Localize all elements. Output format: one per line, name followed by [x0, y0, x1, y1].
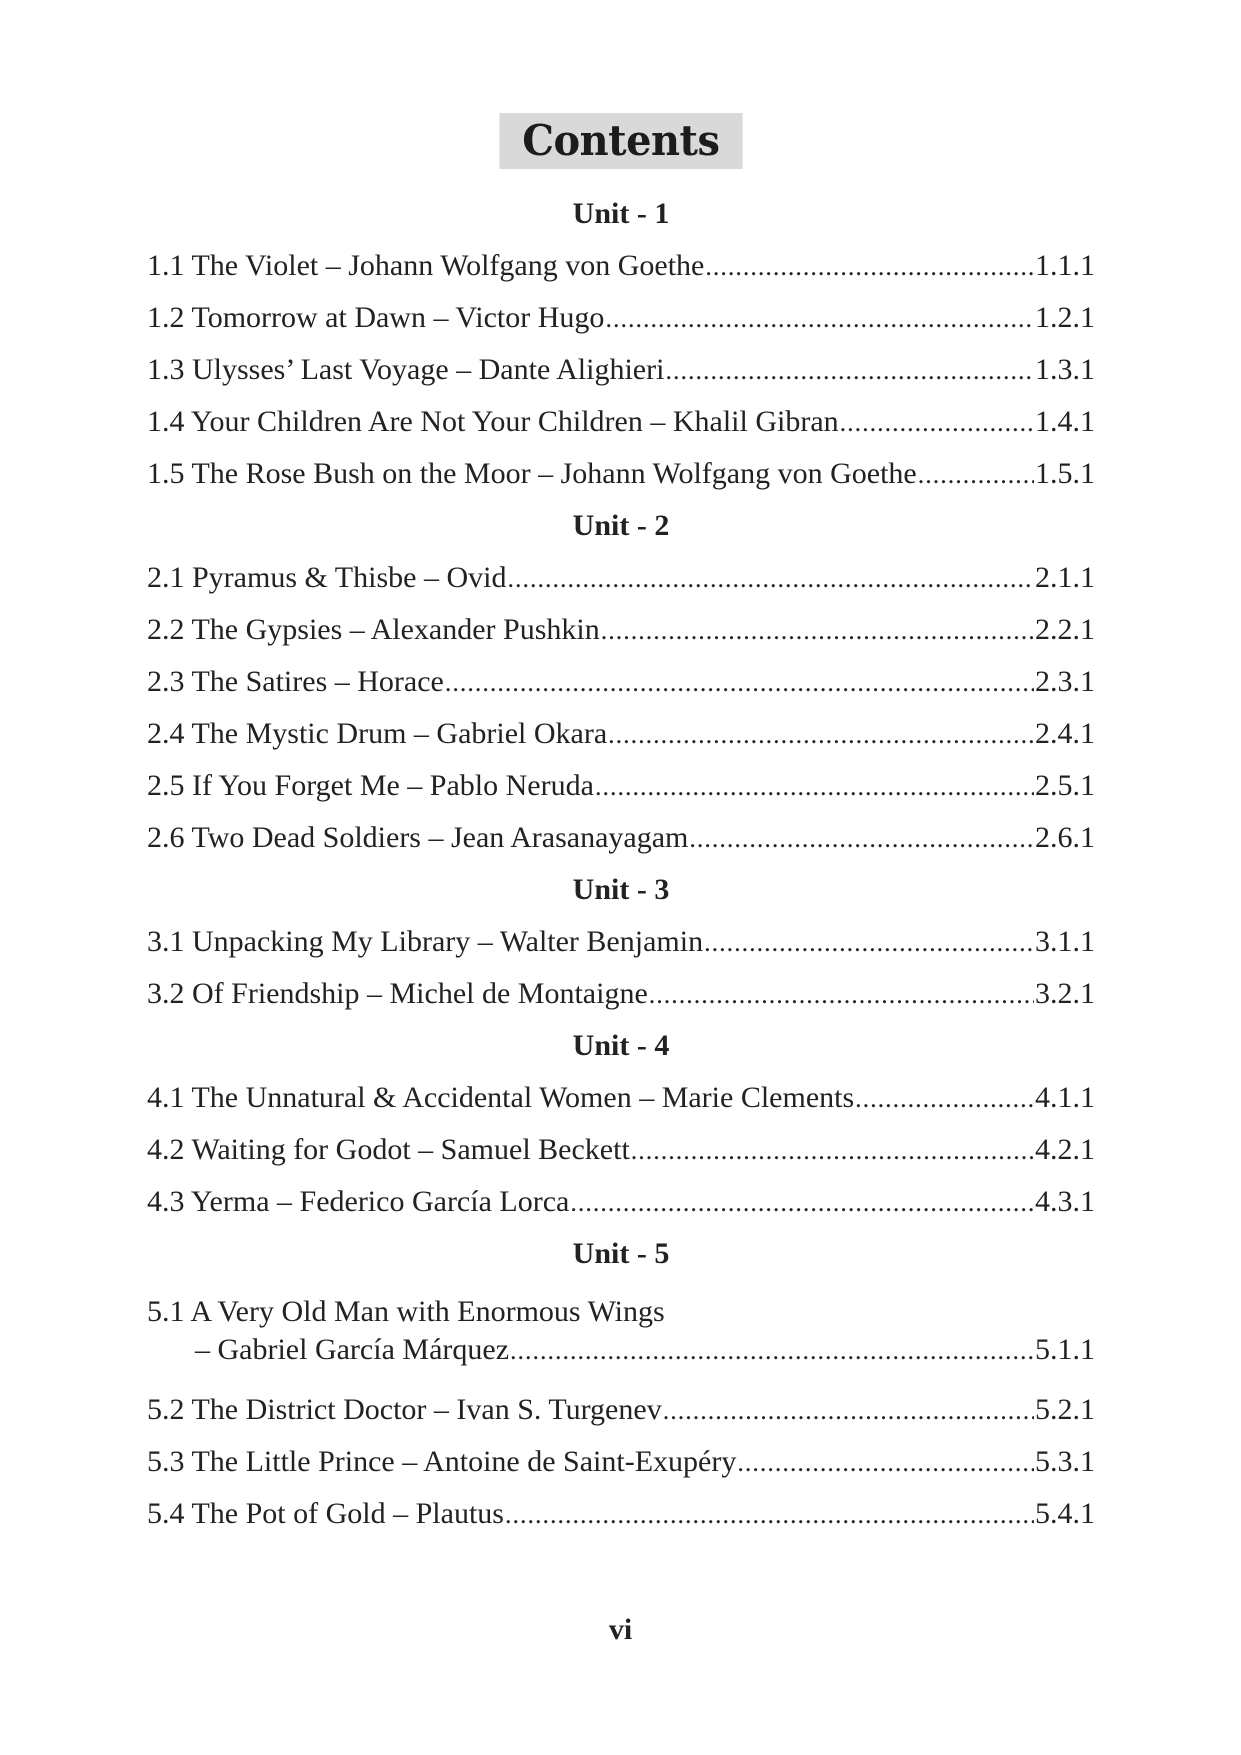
dot-leader [918, 449, 1034, 501]
toc-entry[interactable] [147, 1384, 1095, 1436]
dot-leader [631, 1125, 1034, 1177]
entry-title: 2.2 The Gypsies – Alexander Pushkin [147, 613, 600, 646]
entry-page-number: 1.5.1 [1035, 457, 1095, 490]
dot-leader [704, 917, 1034, 969]
toc-entry[interactable] [147, 1436, 1095, 1488]
entry-page-number: 2.3.1 [1035, 665, 1095, 698]
entry-title: 2.4 The Mystic Drum – Gabriel Okara [147, 717, 608, 750]
toc-entry[interactable] [147, 448, 1095, 500]
toc-entry[interactable] [147, 1072, 1095, 1124]
entry-title: 5.3 The Little Prince – Antoine de Saint-Exupéry [147, 1445, 737, 1478]
entry-page-number: 2.6.1 [1035, 821, 1095, 854]
entry-title: 4.2 Waiting for Godot – Samuel Beckett [147, 1133, 630, 1166]
toc-entry[interactable] [147, 344, 1095, 396]
dot-leader [505, 1489, 1034, 1541]
toc-entry[interactable] [147, 396, 1095, 448]
entry-title: 1.4 Your Children Are Not Your Children – Khalil Gibran [147, 405, 839, 438]
entry-page-number: 3.1.1 [1035, 925, 1095, 958]
dot-leader [510, 1331, 1034, 1371]
entry-title: 4.1 The Unnatural & Accidental Women – Marie Clements [147, 1081, 855, 1114]
toc-entry[interactable] [147, 708, 1095, 760]
dot-leader [705, 241, 1034, 293]
title-wrap [0, 113, 1241, 169]
entry-page-number: 5.1.1 [1035, 1333, 1095, 1366]
entry-title: 1.3 Ulysses’ Last Voyage – Dante Alighieri [147, 353, 665, 386]
entry-title: 5.2 The District Doctor – Ivan S. Turgenev [147, 1393, 662, 1426]
entry-title: 2.3 The Satires – Horace [147, 665, 444, 698]
toc-entry[interactable] [147, 760, 1095, 812]
toc-entry[interactable] [147, 1176, 1095, 1228]
table-of-contents [147, 188, 1095, 1540]
entry-title: 2.6 Two Dead Soldiers – Jean Arasanayagam [147, 821, 689, 854]
dot-leader [665, 345, 1034, 397]
unit-heading: Unit - 2 [572, 509, 670, 542]
unit-heading: Unit - 4 [572, 1029, 670, 1062]
entry-title: 4.3 Yerma – Federico García Lorca [147, 1185, 570, 1218]
entry-page-number: 3.2.1 [1035, 977, 1095, 1010]
dot-leader [663, 1385, 1034, 1437]
dot-leader [595, 761, 1034, 813]
entry-title: 2.1 Pyramus & Thisbe – Ovid [147, 561, 507, 594]
entry-title: 3.1 Unpacking My Library – Walter Benjamin [147, 925, 704, 958]
toc-entry[interactable] [147, 1294, 1095, 1384]
entry-title: 1.1 The Violet – Johann Wolfgang von Goethe [147, 249, 705, 282]
unit-heading: Unit - 1 [572, 197, 670, 230]
dot-leader [737, 1437, 1034, 1489]
toc-entry[interactable] [147, 292, 1095, 344]
unit-heading: Unit - 3 [572, 873, 670, 906]
toc-entry[interactable] [147, 240, 1095, 292]
dot-leader [855, 1073, 1034, 1125]
entry-page-number: 5.3.1 [1035, 1445, 1095, 1478]
dot-leader [601, 605, 1034, 657]
dot-leader [608, 709, 1034, 761]
entry-page-number: 1.4.1 [1035, 405, 1095, 438]
toc-entry[interactable] [147, 552, 1095, 604]
entry-page-number: 4.2.1 [1035, 1133, 1095, 1166]
toc-entry[interactable] [147, 604, 1095, 656]
dot-leader [507, 553, 1034, 605]
dot-leader [605, 293, 1034, 345]
dot-leader [445, 657, 1034, 709]
entry-page-number: 1.1.1 [1035, 249, 1095, 282]
entry-page-number: 4.3.1 [1035, 1185, 1095, 1218]
page-number: vi [608, 1613, 633, 1646]
entry-page-number: 5.4.1 [1035, 1497, 1095, 1530]
entry-title: 1.5 The Rose Bush on the Moor – Johann Wolfgang von Goethe [147, 457, 917, 490]
toc-entry[interactable] [147, 812, 1095, 864]
entry-title: 1.2 Tomorrow at Dawn – Victor Hugo [147, 301, 605, 334]
entry-page-number: 2.2.1 [1035, 613, 1095, 646]
entry-title: 2.5 If You Forget Me – Pablo Neruda [147, 769, 594, 802]
toc-entry[interactable] [147, 1488, 1095, 1540]
entry-title: 5.4 The Pot of Gold – Plautus [147, 1497, 504, 1530]
toc-entry[interactable] [147, 1124, 1095, 1176]
dot-leader [570, 1177, 1034, 1229]
entry-page-number: 5.2.1 [1035, 1393, 1095, 1426]
entry-title: 3.2 Of Friendship – Michel de Montaigne [147, 977, 648, 1010]
entry-page-number: 1.2.1 [1035, 301, 1095, 334]
entry-page-number: 2.4.1 [1035, 717, 1095, 750]
entry-author: – Gabriel García Márquez [195, 1333, 510, 1366]
entry-title: 5.1 A Very Old Man with Enormous Wings [147, 1295, 665, 1328]
toc-entry[interactable] [147, 656, 1095, 708]
dot-leader [649, 969, 1034, 1021]
unit-heading: Unit - 5 [572, 1237, 670, 1270]
entry-page-number: 4.1.1 [1035, 1081, 1095, 1114]
dot-leader [689, 813, 1034, 865]
entry-page-number: 2.1.1 [1035, 561, 1095, 594]
toc-entry[interactable] [147, 916, 1095, 968]
entry-title-continued [147, 1330, 1095, 1370]
dot-leader [840, 397, 1034, 449]
toc-entry[interactable] [147, 968, 1095, 1020]
entry-page-number: 1.3.1 [1035, 353, 1095, 386]
page-title: Contents [499, 113, 742, 169]
entry-page-number: 2.5.1 [1035, 769, 1095, 802]
